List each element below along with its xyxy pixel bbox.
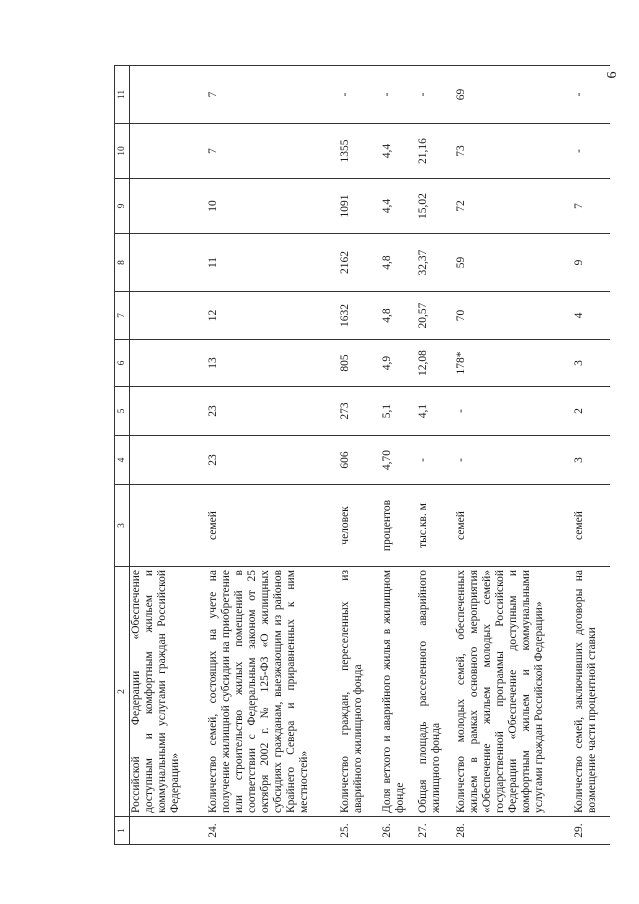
indicator-text: Общая площадь расселенного аварийного жилищного фонда	[414, 567, 452, 817]
column-header-7: 7	[115, 292, 129, 340]
row-number: 25.	[336, 817, 378, 845]
value-cell: 9	[570, 234, 610, 292]
value-cell: 4,4	[378, 179, 414, 234]
column-header-10: 10	[115, 124, 129, 179]
value-cell: -	[570, 65, 610, 124]
indicator-text: Количество граждан, переселенных из аварийного жилищного фонда	[336, 567, 378, 817]
indicator-text: Российской Федерации «Обеспечение доступным и комфортным жильем и коммунальными услугами граждан Российской Федерации»	[130, 567, 204, 817]
column-header-3: 3	[115, 485, 129, 567]
value-cell: 7	[204, 65, 336, 124]
value-cell	[130, 234, 204, 292]
table-row	[378, 65, 414, 845]
value-cell: 4,8	[378, 234, 414, 292]
value-cell: 805	[336, 340, 378, 387]
value-cell	[130, 292, 204, 340]
column-header-4: 4	[115, 436, 129, 485]
table-row	[570, 65, 610, 845]
rotated-table-content	[114, 65, 628, 845]
row-number: 24.	[204, 817, 336, 845]
column-header-5: 5	[115, 387, 129, 436]
value-cell: 3	[570, 436, 610, 485]
value-cell: 4,4	[378, 124, 414, 179]
table-row	[452, 65, 570, 845]
unit-cell: семей	[570, 485, 610, 567]
column-header-6: 6	[115, 340, 129, 387]
value-cell: 70	[452, 292, 570, 340]
value-cell: -	[378, 65, 414, 124]
row-number: 27.	[414, 817, 452, 845]
value-cell: -	[570, 124, 610, 179]
value-cell: 23	[204, 387, 336, 436]
value-cell: 7	[204, 124, 336, 179]
value-cell	[130, 340, 204, 387]
column-header-1: 1	[115, 817, 129, 845]
indicator-text: Количество семей, заключивших договоры на возмещение части процентной ставки	[570, 567, 610, 817]
value-cell: 12,08	[414, 340, 452, 387]
value-cell: 2162	[336, 234, 378, 292]
value-cell: 21,16	[414, 124, 452, 179]
value-cell: 273	[336, 387, 378, 436]
unit-cell	[130, 485, 204, 567]
unit-cell: семей	[452, 485, 570, 567]
table-row	[414, 65, 452, 845]
value-cell: 4,70	[378, 436, 414, 485]
value-cell	[130, 65, 204, 124]
unit-cell: человек	[336, 485, 378, 567]
value-cell: 4	[570, 292, 610, 340]
value-cell: 4,8	[378, 292, 414, 340]
value-cell: 1632	[336, 292, 378, 340]
unit-cell: тыс.кв. м	[414, 485, 452, 567]
value-cell: 10	[204, 179, 336, 234]
value-cell: 23	[204, 436, 336, 485]
row-number: 29.	[570, 817, 610, 845]
value-cell: 3	[570, 340, 610, 387]
value-cell: 606	[336, 436, 378, 485]
value-cell: -	[414, 436, 452, 485]
value-cell: 72	[452, 179, 570, 234]
value-cell: 15,02	[414, 179, 452, 234]
table-row	[336, 65, 378, 845]
column-header-9: 9	[115, 179, 129, 234]
value-cell: 11	[204, 234, 336, 292]
page-number: 6	[605, 71, 620, 79]
column-header-11: 11	[115, 65, 129, 124]
column-header-8: 8	[115, 234, 129, 292]
value-cell: 1091	[336, 179, 378, 234]
value-cell: 4,9	[378, 340, 414, 387]
row-number: 28.	[452, 817, 570, 845]
value-cell: 32,37	[414, 234, 452, 292]
value-cell: 7	[570, 179, 610, 234]
value-cell: -	[336, 65, 378, 124]
value-cell: -	[414, 65, 452, 124]
table-row	[204, 65, 336, 845]
value-cell: 12	[204, 292, 336, 340]
row-number	[130, 817, 204, 845]
value-cell: -	[452, 436, 570, 485]
table-header	[114, 65, 130, 845]
unit-cell: семей	[204, 485, 336, 567]
value-cell	[130, 124, 204, 179]
indicator-text: Количество молодых семей, обеспеченных жильем в рамках основного мероприятия «Обеспечение жильем молодых семей» государственной программы Российской Федерации «Обеспечение доступным и комфортным жильем и коммунальными услугами граждан Российской Федерации»	[452, 567, 570, 817]
value-cell	[130, 387, 204, 436]
unit-cell: процентов	[378, 485, 414, 567]
indicator-text: Количество семей, состоящих на учете на получение жилищной субсидии на приобретение или строительство жилых помещений в соответствии с Федеральным законом от 25 октября 2002 г. № 125-ФЗ «О жилищных субсидиях гражданам, выезжающим из районов Крайнего Севера и приравненных к ним местностей»	[204, 567, 336, 817]
indicator-text: Доля ветхого и аварийного жилья в жилищном фонде	[378, 567, 414, 817]
value-cell: 20,57	[414, 292, 452, 340]
row-number: 26.	[378, 817, 414, 845]
column-header-2: 2	[115, 567, 129, 817]
value-cell: 178*	[452, 340, 570, 387]
value-cell: 13	[204, 340, 336, 387]
table-row	[130, 65, 204, 845]
value-cell	[130, 436, 204, 485]
value-cell: 1355	[336, 124, 378, 179]
value-cell: 73	[452, 124, 570, 179]
value-cell	[130, 179, 204, 234]
value-cell: 4,1	[414, 387, 452, 436]
table-body	[130, 65, 610, 845]
value-cell: 69	[452, 65, 570, 124]
value-cell: -	[452, 387, 570, 436]
value-cell: 5,1	[378, 387, 414, 436]
value-cell: 2	[570, 387, 610, 436]
value-cell: 59	[452, 234, 570, 292]
